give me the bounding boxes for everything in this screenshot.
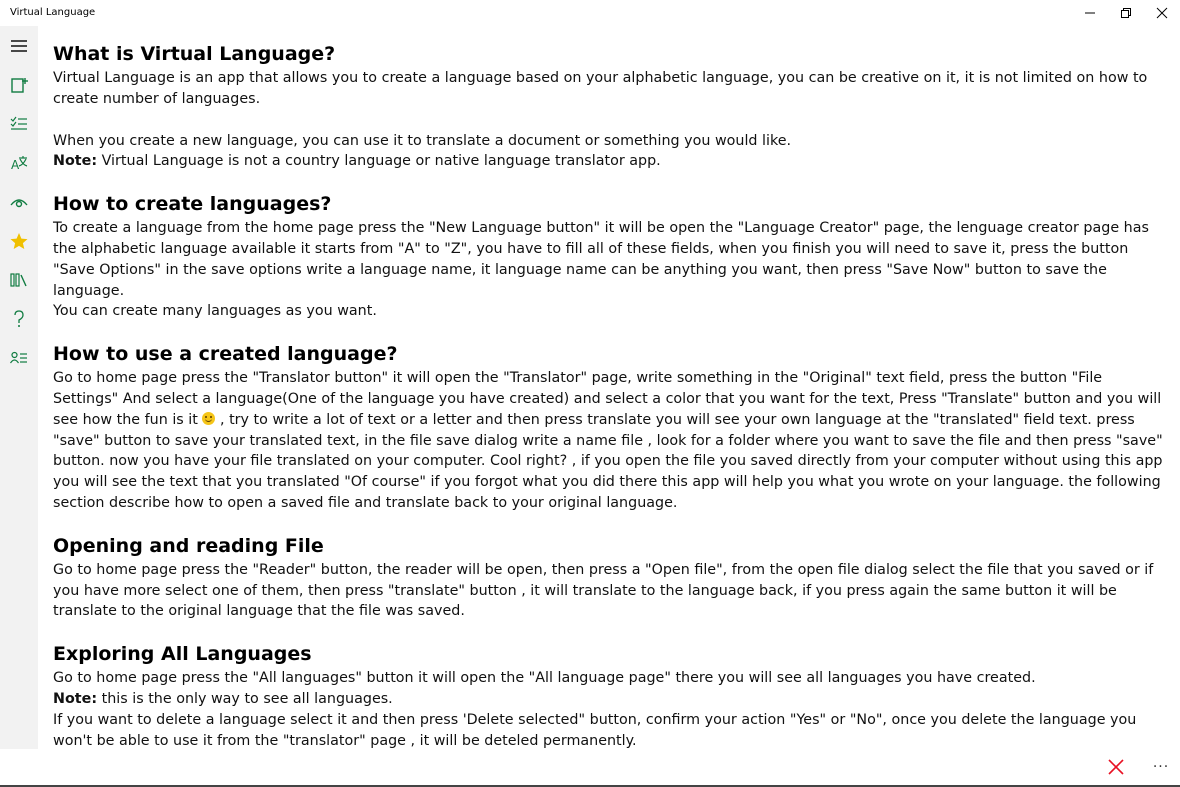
note-text: Virtual Language is not a country language or native language translator app. [97,153,661,170]
window-title: Virtual Language [10,7,96,18]
eye-reader-icon [10,195,28,209]
section-title: How to create languages? [53,193,332,216]
section-use-language [53,340,1171,514]
nav-about[interactable] [0,339,38,377]
smiley-emoji-icon [202,412,215,425]
section-exploring-languages [53,640,1171,751]
close-page-button[interactable] [1103,752,1129,782]
nav-reader[interactable] [0,183,38,221]
minimize-icon [1084,7,1096,19]
more-options-button[interactable]: ··· [1152,759,1170,775]
section-paragraph: Virtual Language is an app that allows you to create a language based on your alphabetic language, you can be creative on it, it is not limited on how to create number of languages. [53,70,1148,107]
title-bar [0,0,1180,26]
library-icon [10,272,28,288]
nav-help[interactable] [0,300,38,338]
section-title: How to use a created language? [53,343,398,366]
section-paragraph: Go to home page press the "All languages" button it will open the "All language page" there you will see all languages you have created. [53,670,1036,687]
note-label: Note: [53,153,98,170]
section-paragraph: You can create many languages as you want. [53,303,377,320]
section-title: Exploring All Languages [53,643,312,666]
section-paragraph: Go to home page press the "Reader" button, the reader will be open, then press a "Open file", from the open file dialog select the file that you saved or if you have more select one of them, then press "translate" button , it will translate to the language back, if you press again the same button it will be translate to the original language that the file was saved. [53,561,1154,620]
svg-text:A: A [11,158,20,172]
section-note [53,689,1171,710]
close-icon [1108,759,1124,775]
note-label: Note: [53,690,98,707]
paragraph-part: Go to home page press the "Translator button" it will open the "Translator" page, write something in the "Original" text field, press the button "File Settings" And select a language(One of the language you have created) and select a color that you want for the text, Press "Translate" button and you will see how the fun is it [53,370,1162,428]
help-icon [12,310,26,328]
section-paragraph: To create a language from the home page press the "New Language button" it will be open the "Language Creator" page, the lenguage creator page has the alphabetic language available it starts from "A" to "Z", you have to fill all of these fields, when you finish you will need to save it, press the button "Save Options" in the save options write a language name, it language name can be anything you want, then press "Save Now" button to save the language. [53,220,1149,299]
section-create-languages [53,190,1171,322]
minimize-button[interactable] [1072,0,1108,26]
section-paragraph [53,368,1171,514]
star-icon [10,232,28,250]
close-icon [1156,7,1168,19]
nav-new-language[interactable] [0,66,38,104]
command-bar [0,749,1180,787]
nav-translator[interactable] [0,144,38,182]
close-window-button[interactable] [1144,0,1180,26]
new-document-icon [10,76,28,94]
translate-icon [10,154,28,172]
paragraph-part: , try to write a lot of text or a letter and then press translate you will see your own language at the "translated" field text. press "save" button to save your translated text, in the file save dialog write a name file , look for a folder where you want to save the file and then press "save" button. now you have your file translated on your computer. Cool right? , if you open the file you saved directly from your computer without using this app you will see the text that you translated "Of course" if you forgot what you did there this app will help you what you wrote on your language. the following section describe how to open a saved file and translate back to your original language. [53,411,1163,511]
nav-all-languages[interactable] [0,261,38,299]
restore-button[interactable] [1108,0,1144,26]
restore-icon [1120,7,1132,19]
checklist-icon [10,116,28,132]
contact-list-icon [10,351,28,365]
note-text: this is the only way to see all languages. [97,690,393,707]
hamburger-menu-icon [10,39,28,53]
section-title: What is Virtual Language? [53,43,336,65]
menu-toggle-button[interactable] [0,27,38,65]
section-note [53,151,1171,172]
section-opening-file [53,532,1171,622]
section-paragraph: If you want to delete a language select it and then press 'Delete selected" button, confirm your action "Yes" or "No", once you delete the language you won't be able to use it from the "translator" page , it will be deteled permanently. [53,711,1137,749]
navigation-sidebar [0,26,38,749]
section-paragraph: When you create a new language, you can use it to translate a document or something you would like. [53,132,792,149]
help-content [53,40,1171,769]
section-title: Opening and reading File [53,534,324,557]
section-what-is [53,40,1171,172]
nav-language-list[interactable] [0,105,38,143]
nav-favorites[interactable] [0,222,38,260]
